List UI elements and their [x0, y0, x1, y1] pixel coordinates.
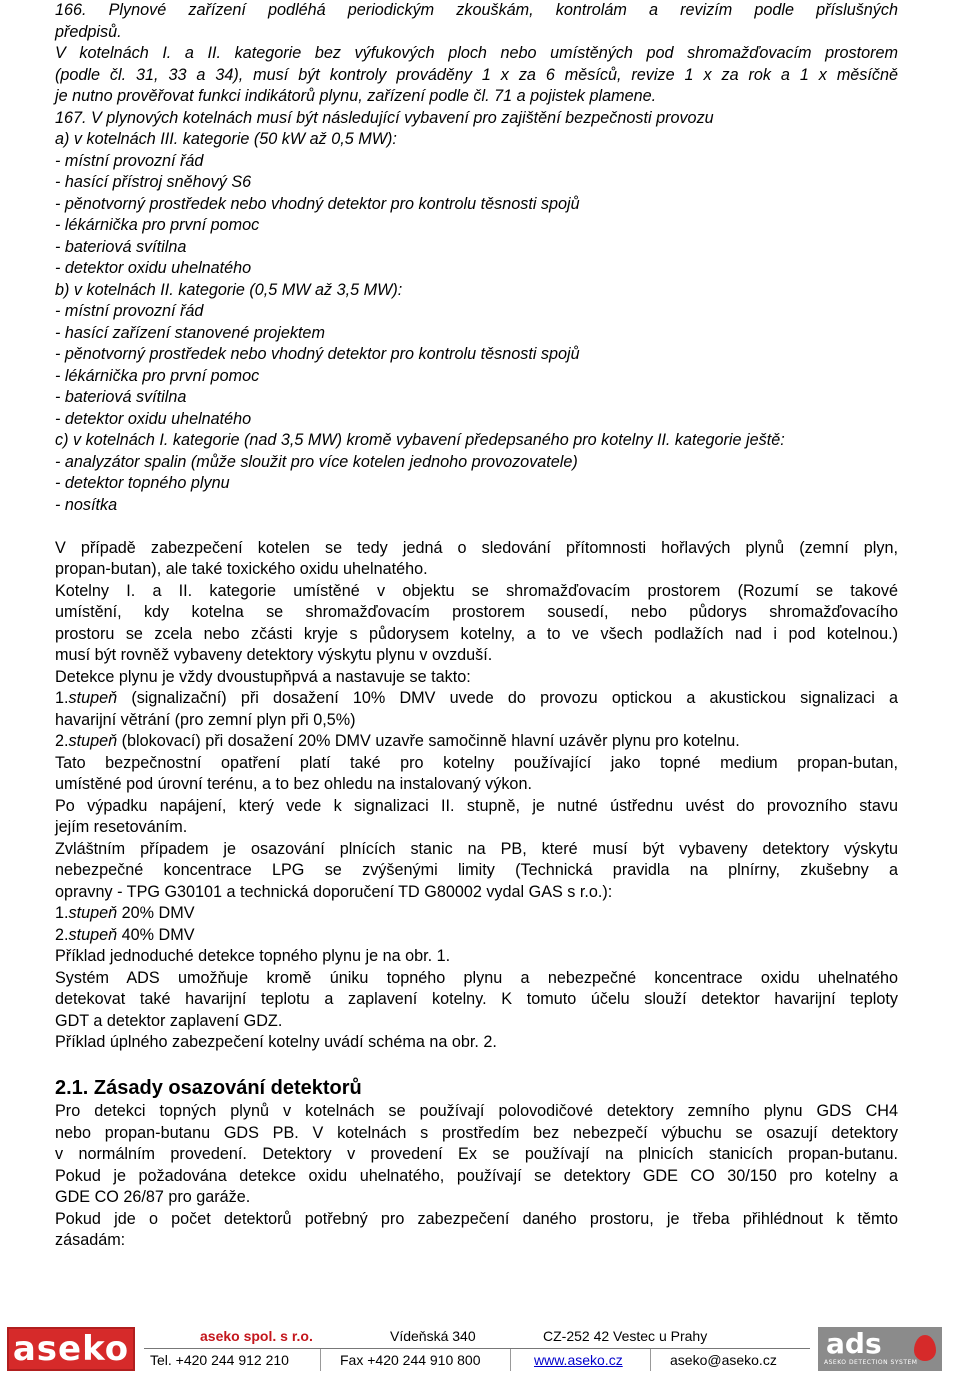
text-line: b) v kotelnách II. kategorie (0,5 MW až 3,5 MW):	[55, 280, 403, 299]
step-prefix: 1.	[55, 689, 69, 707]
text-line: nebezpečné koncentrace LPG se zvýšenými limity (Technická pravidla na plnírny, zkušebny a	[55, 861, 898, 879]
fax-number: Fax +420 244 910 800	[340, 1352, 481, 1368]
text-line: opravny - TPG G30101 a technická doporučení TD G80002 vydal GAS s r.o.):	[55, 882, 613, 901]
step-word: stupeň	[68, 689, 118, 707]
step-word: stupeň	[68, 904, 118, 922]
list-item: - hasící zařízení stanovené projektem	[55, 323, 325, 342]
list-item: - analyzátor spalin (může sloužit pro více kotelen jednoho provozovatele)	[55, 452, 578, 471]
text-line: Pokud je požadována detekce oxidu uhelnatého, používají se detektory GDE CO 30/150 pro kotelny a	[55, 1166, 898, 1185]
footer-separator	[650, 1349, 651, 1371]
text-line: 167. V plynových kotelnách musí být následující vybavení pro zajištění bezpečnosti provozu	[55, 108, 714, 127]
step-prefix: 1.	[55, 904, 69, 922]
list-item: - bateriová svítilna	[55, 237, 187, 256]
text-line: je nutno prověřovat funkci indikátorů plynu, zařízení podle čl. 71 a pojistek plamene.	[55, 87, 657, 105]
text-line: V kotelnách I. a II. kategorie bez výfukových ploch nebo umístěných pod shromažďovacím prostorem	[55, 44, 898, 62]
website-link[interactable]: www.aseko.cz	[534, 1352, 623, 1368]
text-line: umístěné pod úrovní terénu, a to bez ohledu na instalovaný výkon.	[55, 775, 532, 793]
text-line: Detekce plynu je vždy dvoustupňpvá a nastavuje se takto:	[55, 667, 471, 686]
company-name: aseko spol. s r.o.	[200, 1328, 313, 1344]
text-line: Tato bezpečnostní opatření platí také pro kotelny používající jako topné medium propan-butan,	[55, 753, 898, 772]
list-item: - místní provozní řád	[55, 151, 204, 170]
list-item: - pěnotvorný prostředek nebo vhodný detektor pro kontrolu těsnosti spojů	[55, 345, 580, 363]
text-line: 166. Plynové zařízení podléhá periodickým zkouškám, kontrolám a revizím podle příslušných	[55, 1, 898, 19]
step-prefix: 2.	[55, 925, 69, 944]
ads-logo	[818, 1327, 942, 1371]
text-line: nebo propan-butanu GDS PB. V kotelnách s prostředím bez nebezpečí výbuchu se osazují detektory	[55, 1123, 898, 1142]
text-line: Pro detekci topných plynů v kotelnách se používají polovodičové detektory zemního plynu GDS CH4	[55, 1102, 898, 1120]
text-line: c) v kotelnách I. kategorie (nad 3,5 MW) kromě vybavení předepsaného pro kotelny II. kategorie ještě:	[55, 431, 785, 449]
footer-separator	[510, 1349, 511, 1371]
phone-number: Tel. +420 244 912 210	[150, 1352, 289, 1368]
text-line: prostoru se zcela nebo zčásti kryje s půdorysem kotelny, a to ve všech podlažích nad i pod kotelnou.)	[55, 624, 898, 643]
step-2-line	[55, 731, 898, 753]
step-1-lpg-line	[55, 903, 898, 925]
text-line: umístění, kdy kotelna se shromažďovacím prostorem sousedí, nebo půdorys shromažďovacího	[55, 603, 898, 621]
step-value: 20% DMV	[121, 904, 195, 922]
list-item: - bateriová svítilna	[55, 388, 187, 406]
text-line: (podle čl. 31, 33 a 34), musí být kontroly prováděny 1 x za 6 měsíců, revize 1 x za rok a 1 x měsíčně	[55, 65, 898, 84]
page-footer	[0, 1325, 960, 1373]
list-item: - hasící přístroj sněhový S6	[55, 173, 252, 191]
document-page	[55, 0, 898, 1252]
text-line: musí být rovněž vybaveny detektory výskytu plynu v ovzduší.	[55, 646, 493, 664]
list-item: - detektor oxidu uhelnatého	[55, 259, 252, 277]
step-word: stupeň	[68, 925, 118, 944]
text-line: propan-butan), ale také toxického oxidu uhelnatého.	[55, 560, 428, 578]
text-line: Pokud jde o počet detektorů potřebný pro zabezpečení daného prostoru, je třeba přihlédnout k těmto	[55, 1209, 898, 1228]
list-item: - detektor topného plynu	[55, 474, 230, 492]
text-line: GDT a detektor zaplavení GDZ.	[55, 1011, 283, 1030]
text-line: havarijní větrání (pro zemní plyn při 0,5%)	[55, 710, 356, 729]
text-line: předpisů.	[55, 22, 122, 41]
text-line: Po výpadku napájení, který vede k signalizaci II. stupně, je nutné ústřednu uvést do provozního stavu	[55, 796, 898, 815]
step-text: (signalizační) při dosažení 10% DMV uvede do provozu optickou a akustickou signalizaci a	[131, 689, 899, 707]
footer-separator	[320, 1349, 321, 1371]
text-line: GDE CO 26/87 pro garáže.	[55, 1188, 251, 1206]
logo-text: ads	[826, 1327, 882, 1360]
text-line: jejím resetováním.	[55, 818, 188, 836]
text-line: v normálním provedení. Detektory v provedení Ex se používají na plnicích stanicích propan-butanu.	[55, 1145, 898, 1163]
aseko-logo	[7, 1327, 135, 1371]
section-heading: 2.1. Zásady osazování detektorů	[55, 1077, 362, 1099]
step-prefix: 2.	[55, 732, 69, 750]
text-line: Příklad úplného zabezpečení kotelny uvádí schéma na obr. 2.	[55, 1033, 497, 1051]
text-line: Systém ADS umožňuje kromě úniku topného plynu a nebezpečné koncentrace oxidu uhelnatého	[55, 968, 898, 987]
flame-icon	[914, 1335, 936, 1361]
list-item: - pěnotvorný prostředek nebo vhodný detektor pro kontrolu těsnosti spojů	[55, 194, 580, 213]
logo-subtitle: ASEKO DETECTION SYSTEM	[824, 1359, 918, 1366]
step-value: 40% DMV	[121, 925, 195, 944]
list-item: - lékárnička pro první pomoc	[55, 366, 260, 385]
text-line: Kotelny I. a II. kategorie umístěné v objektu se shromažďovacím prostorem (Rozumí se takové	[55, 581, 898, 600]
text-line: Příklad jednoduché detekce topného plynu je na obr. 1.	[55, 947, 451, 965]
step-text: (blokovací) při dosažení 20% DMV uzavře samočinně hlavní uzávěr plynu pro kotelnu.	[121, 732, 740, 750]
text-line: Zvláštním případem je osazování plnících stanic na PB, které musí být vybaveny detektory výskytu	[55, 839, 898, 858]
text-line: a) v kotelnách III. kategorie (50 kW až 0,5 MW):	[55, 130, 397, 148]
text-line: zásadám:	[55, 1231, 126, 1249]
list-item: - místní provozní řád	[55, 302, 204, 320]
text-line: V případě zabezpečení kotelen se tedy jedná o sledování přítomnosti hořlavých plynů (zemní plyn,	[55, 538, 898, 557]
step-1-line	[55, 688, 898, 710]
text-line: detekovat také havarijní teplotu a zaplavení kotelny. K tomuto účelu slouží detektor havarijní teploty	[55, 990, 898, 1008]
blank-line	[55, 1054, 898, 1076]
email-address[interactable]: aseko@aseko.cz	[670, 1352, 777, 1368]
list-item: - lékárnička pro první pomoc	[55, 216, 260, 234]
blank-line	[55, 516, 898, 538]
city-address: CZ-252 42 Vestec u Prahy	[543, 1328, 708, 1344]
step-word: stupeň	[68, 732, 118, 750]
list-item: - detektor oxidu uhelnatého	[55, 409, 252, 428]
logo-text: aseko	[12, 1329, 130, 1369]
list-item: - nosítka	[55, 495, 118, 514]
step-2-lpg-line	[55, 925, 898, 947]
street-address: Vídeňská 340	[390, 1328, 476, 1344]
